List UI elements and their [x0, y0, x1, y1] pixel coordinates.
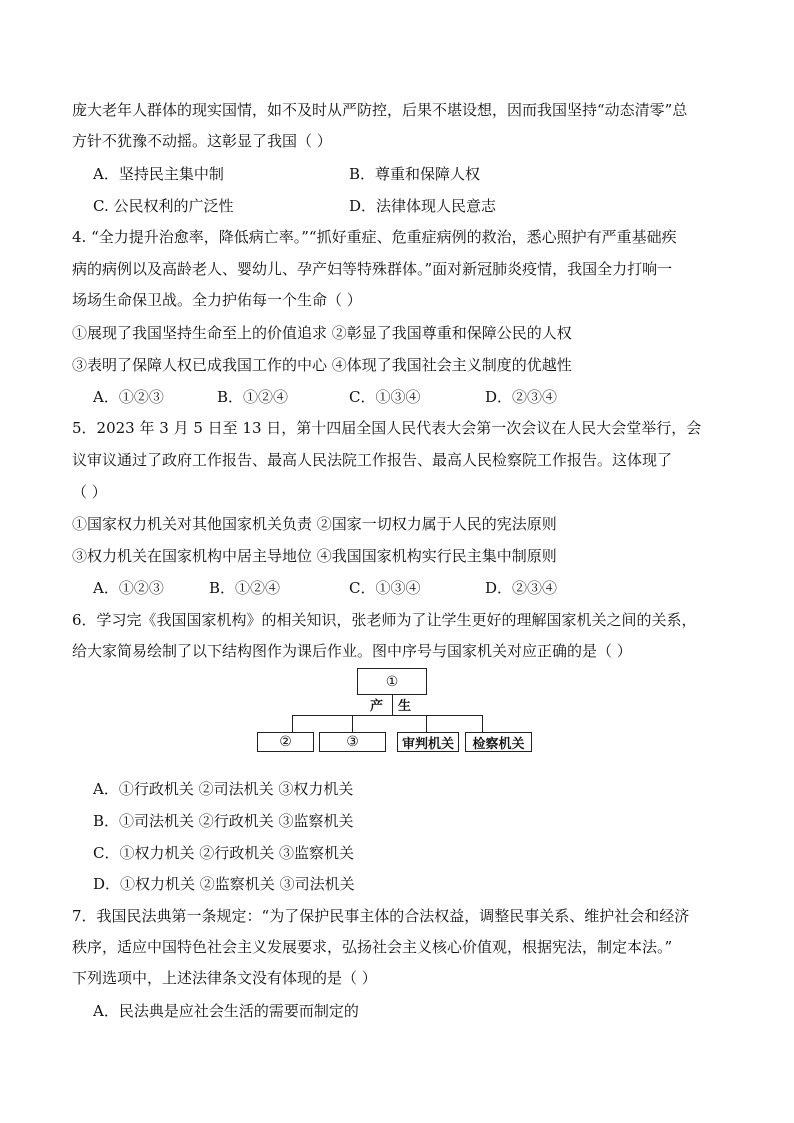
q6-stem-line-2: 给大家简易绘制了以下结构图作为课后作业。图中序号与国家机关对应正确的是（ ） [72, 642, 632, 660]
q7-stem-line-2: 秩序，适应中国特色社会主义发展要求，弘扬社会主义核心价值观，根据宪法，制定本法。” [72, 938, 673, 956]
q4-option-a: A．①②③ [93, 388, 164, 406]
q5-option-b: B．①②④ [209, 579, 281, 597]
q6-stem-line-1: 6．学习完《我国国家机构》的相关知识，张老师为了让学生更好的理解国家机关之间的关系， [72, 611, 697, 629]
q4-stem-line-3: 场场生命保卫战。全力护佑每一个生命（ ） [72, 291, 362, 309]
q7-option-a: A．民法典是应社会生活的需要而制定的 [93, 1002, 359, 1020]
diagram-drop-2 [352, 715, 353, 732]
q5-option-a: A．①②③ [93, 579, 164, 597]
q4-option-d: D．②③④ [485, 388, 558, 406]
q5-item-line-1: ①国家权力机关对其他国家机关负责 ②国家一切权力属于人民的宪法原则 [72, 515, 557, 533]
q7-stem-line-1: 7．我国民法典第一条规定：“为了保护民事主体的合法权益，调整民事关系、维护社会和经济 [72, 907, 690, 925]
q6-option-d: D．①权力机关 ②监察机关 ③司法机关 [93, 875, 355, 893]
q4-option-b: B．①②④ [217, 388, 289, 406]
q6-option-b: B．①司法机关 ②行政机关 ③监察机关 [93, 812, 354, 830]
diagram-connector-mid [392, 701, 393, 715]
diagram-drop-1 [292, 715, 293, 732]
q5-stem-line-2: 议审议通过了政府工作报告、最高人民法院工作报告、最高人民检察院工作报告。这体现了 [72, 451, 673, 469]
diagram-box-1: ① [357, 668, 427, 695]
diagram-box-2: ② [257, 732, 314, 752]
q4-stem-line-2: 病的病例以及高龄老人、婴幼儿、孕产妇等特殊群体。”面对新冠肺炎疫情，我国全力打响一 [72, 260, 673, 278]
q3-stem-line-1: 庞大老年人群体的现实国情，如不及时从严防控，后果不堪设想，因而我国坚持“动态清零”总 [72, 101, 688, 119]
q6-option-c: C．①权力机关 ②行政机关 ③监察机关 [93, 844, 355, 862]
q5-stem-line-1: 5．2023 年 3 月 5 日至 13 日，第十四届全国人民代表大会第一次会议在人民大会堂举行，会 [72, 419, 702, 437]
diagram-drop-4 [482, 715, 483, 732]
diagram-label-chan: 产 [370, 699, 384, 714]
diagram-drop-3 [426, 715, 427, 732]
q7-stem-line-3: 下列选项中，上述法律条文没有体现的是（ ） [72, 969, 377, 987]
q5-stem-line-3: （ ） [72, 483, 107, 501]
diagram-box-procuratorate: 检察机关 [465, 732, 532, 752]
q5-option-c: C．①③④ [349, 579, 421, 597]
diagram-box-court: 审判机关 [397, 732, 459, 752]
q5-item-line-2: ③权力机关在国家机构中居主导地位 ④我国国家机构实行民主集中制原则 [72, 547, 557, 565]
q4-stem-line-1: 4. “全力提升治愈率，降低病亡率。”“抓好重症、危重症病例的救治，悉心照护有严重基础疾 [72, 228, 677, 246]
q3-option-d: D．法律体现人民意志 [349, 197, 497, 215]
diagram-box-3: ③ [319, 732, 386, 752]
q4-item-line-1: ①展现了我国坚持生命至上的价值追求 ②彰显了我国尊重和保障公民的人权 [72, 324, 572, 342]
q3-stem-line-2: 方针不犹豫不动摇。这彰显了我国（ ） [72, 132, 332, 150]
q3-option-c: C. 公民权利的广泛性 [93, 197, 234, 215]
diagram-bus-line [292, 715, 482, 716]
q4-option-c: C．①③④ [349, 388, 421, 406]
q5-option-d: D．②③④ [485, 579, 558, 597]
diagram-label-sheng: 生 [398, 699, 412, 714]
q4-item-line-2: ③表明了保障人权已成我国工作的中心 ④体现了我国社会主义制度的优越性 [72, 356, 572, 374]
q3-option-b: B．尊重和保障人权 [349, 165, 481, 183]
q6-option-a: A．①行政机关 ②司法机关 ③权力机关 [93, 780, 354, 798]
q3-option-a: A．坚持民主集中制 [93, 165, 224, 183]
